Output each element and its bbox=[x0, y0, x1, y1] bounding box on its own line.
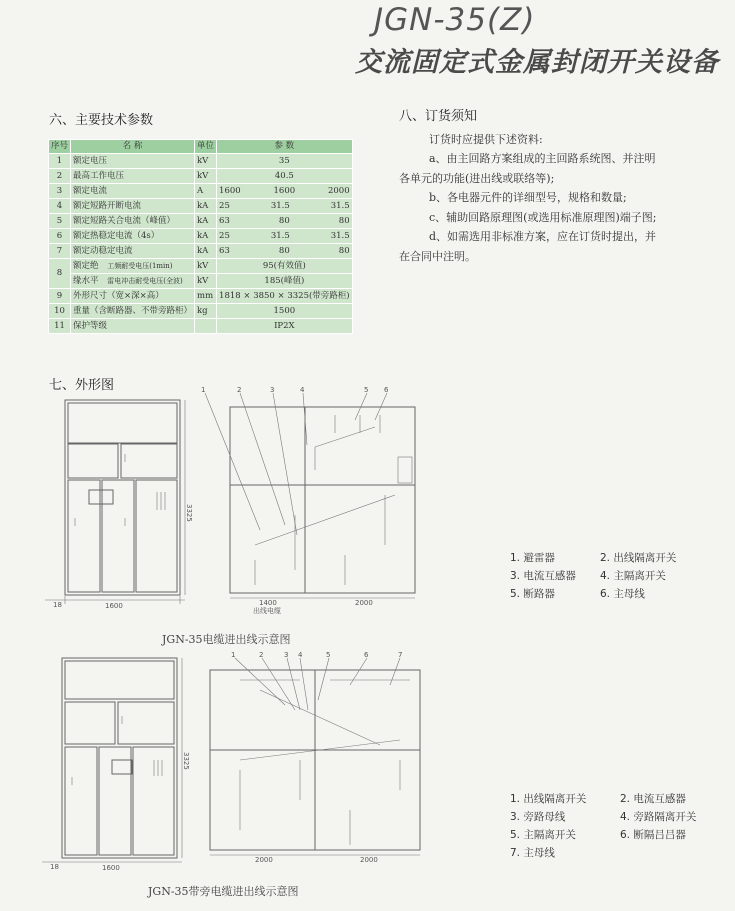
row-values bbox=[217, 214, 353, 229]
row-values bbox=[217, 229, 353, 244]
diagram2-front-view bbox=[42, 652, 192, 872]
callout-number: 2 bbox=[237, 386, 242, 394]
row-values bbox=[217, 184, 353, 199]
base-dim: 18 bbox=[50, 863, 59, 871]
callout-number: 4 bbox=[298, 651, 303, 659]
row-name: 额定动稳定电流 bbox=[71, 244, 195, 259]
row-no: 3 bbox=[49, 184, 71, 199]
height-dim: 3325 bbox=[182, 752, 190, 770]
row-value: 80 bbox=[278, 245, 290, 256]
row-no: 10 bbox=[49, 304, 71, 319]
row-name bbox=[71, 274, 195, 289]
legend-item: 6. 主母线 bbox=[600, 588, 645, 600]
row-name: 额定电压 bbox=[71, 154, 195, 169]
diagram2-side-view bbox=[200, 650, 435, 865]
table-row bbox=[49, 199, 353, 214]
row-value: 63 bbox=[219, 245, 230, 256]
col-header-unit: 单位 bbox=[195, 140, 217, 154]
spec-table bbox=[48, 139, 353, 334]
section-6-heading: 六、主要技术参数 bbox=[49, 113, 154, 128]
table-row bbox=[49, 304, 353, 319]
row-value: 95(有效值) bbox=[217, 259, 353, 274]
row-no: 6 bbox=[49, 229, 71, 244]
row-no: 1 bbox=[49, 154, 71, 169]
callout-number: 6 bbox=[384, 386, 389, 394]
row-value: 31.5 bbox=[270, 230, 290, 241]
legend-item: 4. 主隔离开关 bbox=[600, 570, 666, 582]
row-value: 1600 bbox=[219, 185, 241, 196]
row-value: 80 bbox=[338, 245, 350, 256]
row-name-part: 额定绝 bbox=[73, 260, 99, 271]
page-title: 交流固定式金属封闭开关设备 bbox=[355, 47, 719, 78]
callout-number: 4 bbox=[300, 386, 305, 394]
section-8-heading: 八、订货须知 bbox=[399, 109, 478, 124]
table-row bbox=[49, 244, 353, 259]
row-name bbox=[71, 259, 195, 274]
diagram1-legend bbox=[510, 549, 676, 603]
col-header-params: 参 数 bbox=[217, 140, 353, 154]
row-unit: kV bbox=[195, 169, 217, 184]
row-name: 额定电流 bbox=[71, 184, 195, 199]
row-value: 80 bbox=[278, 215, 290, 226]
row-no: 9 bbox=[49, 289, 71, 304]
table-header-row bbox=[49, 140, 353, 154]
row-unit: kA bbox=[195, 199, 217, 214]
depth-dim-b: 2000 bbox=[360, 856, 378, 864]
diagram1-front-view bbox=[45, 392, 195, 617]
legend-item: 7. 主母线 bbox=[510, 847, 555, 859]
callout-number: 6 bbox=[364, 651, 369, 659]
row-name: 最高工作电压 bbox=[71, 169, 195, 184]
depth-dim-a: 2000 bbox=[255, 856, 273, 864]
ordering-line: b、各电器元件的详细型号，规格和数量; bbox=[429, 191, 627, 204]
row-no: 11 bbox=[49, 319, 71, 334]
row-no: 7 bbox=[49, 244, 71, 259]
row-no: 2 bbox=[49, 169, 71, 184]
row-no: 5 bbox=[49, 214, 71, 229]
table-row bbox=[49, 214, 353, 229]
row-value: 1600 bbox=[273, 185, 296, 196]
row-unit bbox=[195, 319, 217, 334]
callout-number: 7 bbox=[398, 651, 403, 659]
callout-number: 2 bbox=[259, 651, 264, 659]
row-unit: A bbox=[195, 184, 217, 199]
row-value: 1818 × 3850 × 3325(带旁路柜) bbox=[217, 289, 353, 304]
ordering-line: a、由主回路方案组成的主回路系统图、并注明 bbox=[429, 152, 656, 165]
row-name: 额定短路关合电流（峰值） bbox=[71, 214, 195, 229]
row-unit: kA bbox=[195, 214, 217, 229]
row-no: 8 bbox=[49, 259, 71, 289]
row-unit: kV bbox=[195, 154, 217, 169]
row-values bbox=[217, 244, 353, 259]
row-name: 保护等级 bbox=[71, 319, 195, 334]
row-value: IP2X bbox=[217, 319, 353, 334]
callout-number: 5 bbox=[326, 651, 331, 659]
ordering-line: 各单元的功能(进出线或联络等); bbox=[399, 171, 555, 185]
legend-item: 1. 避雷器 bbox=[510, 552, 555, 564]
row-name: 外形尺寸（宽×深×高） bbox=[71, 289, 195, 304]
model-number: JGN-35(Z) bbox=[374, 2, 536, 38]
legend-item: 2. 电流互感器 bbox=[620, 793, 686, 805]
base-dim: 18 bbox=[53, 601, 62, 609]
depth-dim-b: 2000 bbox=[355, 599, 373, 607]
ordering-line: c、辅助回路原理图(或选用标准原理图)端子图; bbox=[429, 210, 657, 224]
row-unit: kg bbox=[195, 304, 217, 319]
col-header-no: 序号 bbox=[49, 140, 71, 154]
callout-number: 1 bbox=[231, 651, 236, 659]
table-row bbox=[49, 319, 353, 334]
row-value: 31.5 bbox=[270, 200, 290, 211]
legend-item: 1. 出线隔离开关 bbox=[510, 793, 587, 805]
front-width-dim: 1600 bbox=[102, 864, 120, 872]
row-value: 2000 bbox=[327, 185, 350, 196]
row-name: 额定热稳定电流（4s） bbox=[71, 229, 195, 244]
table-row bbox=[49, 229, 353, 244]
diagram2-legend bbox=[510, 790, 696, 862]
row-unit: kA bbox=[195, 244, 217, 259]
row-name: 额定短路开断电流 bbox=[71, 199, 195, 214]
row-subname: 工频耐受电压(1min) bbox=[107, 261, 173, 270]
legend-item: 2. 出线隔离开关 bbox=[600, 552, 677, 564]
legend-item: 4. 旁路隔离开关 bbox=[620, 811, 697, 823]
row-value: 35 bbox=[217, 154, 353, 169]
legend-item: 3. 电流互感器 bbox=[510, 570, 576, 582]
depth-dim-a: 1400 bbox=[259, 599, 277, 607]
cable-label: 出线电缆 bbox=[253, 607, 281, 615]
table-row bbox=[49, 169, 353, 184]
row-unit: kV bbox=[195, 274, 217, 289]
callout-number: 3 bbox=[270, 386, 275, 394]
row-unit: kV bbox=[195, 259, 217, 274]
legend-item: 6. 断隔吕吕器 bbox=[620, 829, 686, 841]
row-value: 63 bbox=[219, 215, 230, 226]
row-name: 重量（含断路器、不带旁路柜） bbox=[71, 304, 195, 319]
row-unit: mm bbox=[195, 289, 217, 304]
row-value: 25 bbox=[219, 200, 230, 211]
row-no: 4 bbox=[49, 199, 71, 214]
row-value: 185(峰值) bbox=[217, 274, 353, 289]
callout-number: 1 bbox=[201, 386, 206, 394]
row-values bbox=[217, 199, 353, 214]
row-value: 25 bbox=[219, 230, 230, 241]
diagram1-caption: JGN-35电缆进出线示意图 bbox=[162, 633, 291, 646]
row-value: 80 bbox=[338, 215, 350, 226]
legend-item: 3. 旁路母线 bbox=[510, 811, 566, 823]
col-header-name: 名 称 bbox=[71, 140, 195, 154]
callout-number: 3 bbox=[284, 651, 289, 659]
row-value: 1500 bbox=[217, 304, 353, 319]
ordering-notes bbox=[399, 107, 709, 266]
row-subname: 雷电冲击耐受电压(全波) bbox=[107, 276, 183, 285]
callout-number: 5 bbox=[364, 386, 369, 394]
diagram2-caption: JGN-35带旁电缆进出线示意图 bbox=[148, 885, 299, 898]
section-7-heading: 七、外形图 bbox=[49, 378, 115, 393]
diagram1-side-view bbox=[195, 385, 425, 615]
table-row bbox=[49, 184, 353, 199]
height-dim: 3325 bbox=[185, 504, 193, 522]
ordering-line: 在合同中注明。 bbox=[399, 249, 476, 263]
row-value: 40.5 bbox=[217, 169, 353, 184]
legend-item: 5. 断路器 bbox=[510, 588, 555, 600]
front-width-dim: 1600 bbox=[105, 602, 123, 610]
row-name-part: 缘水平 bbox=[73, 275, 99, 286]
ordering-line: 订货时应提供下述资料: bbox=[429, 132, 543, 146]
table-row bbox=[49, 259, 353, 274]
legend-item: 5. 主隔离开关 bbox=[510, 829, 576, 841]
row-value: 31.5 bbox=[330, 230, 350, 241]
table-row bbox=[49, 154, 353, 169]
table-row bbox=[49, 274, 353, 289]
table-row bbox=[49, 289, 353, 304]
row-value: 31.5 bbox=[330, 200, 350, 211]
ordering-line: d、如需选用非标准方案，应在订货时提出，并 bbox=[429, 230, 657, 243]
row-unit: kA bbox=[195, 229, 217, 244]
